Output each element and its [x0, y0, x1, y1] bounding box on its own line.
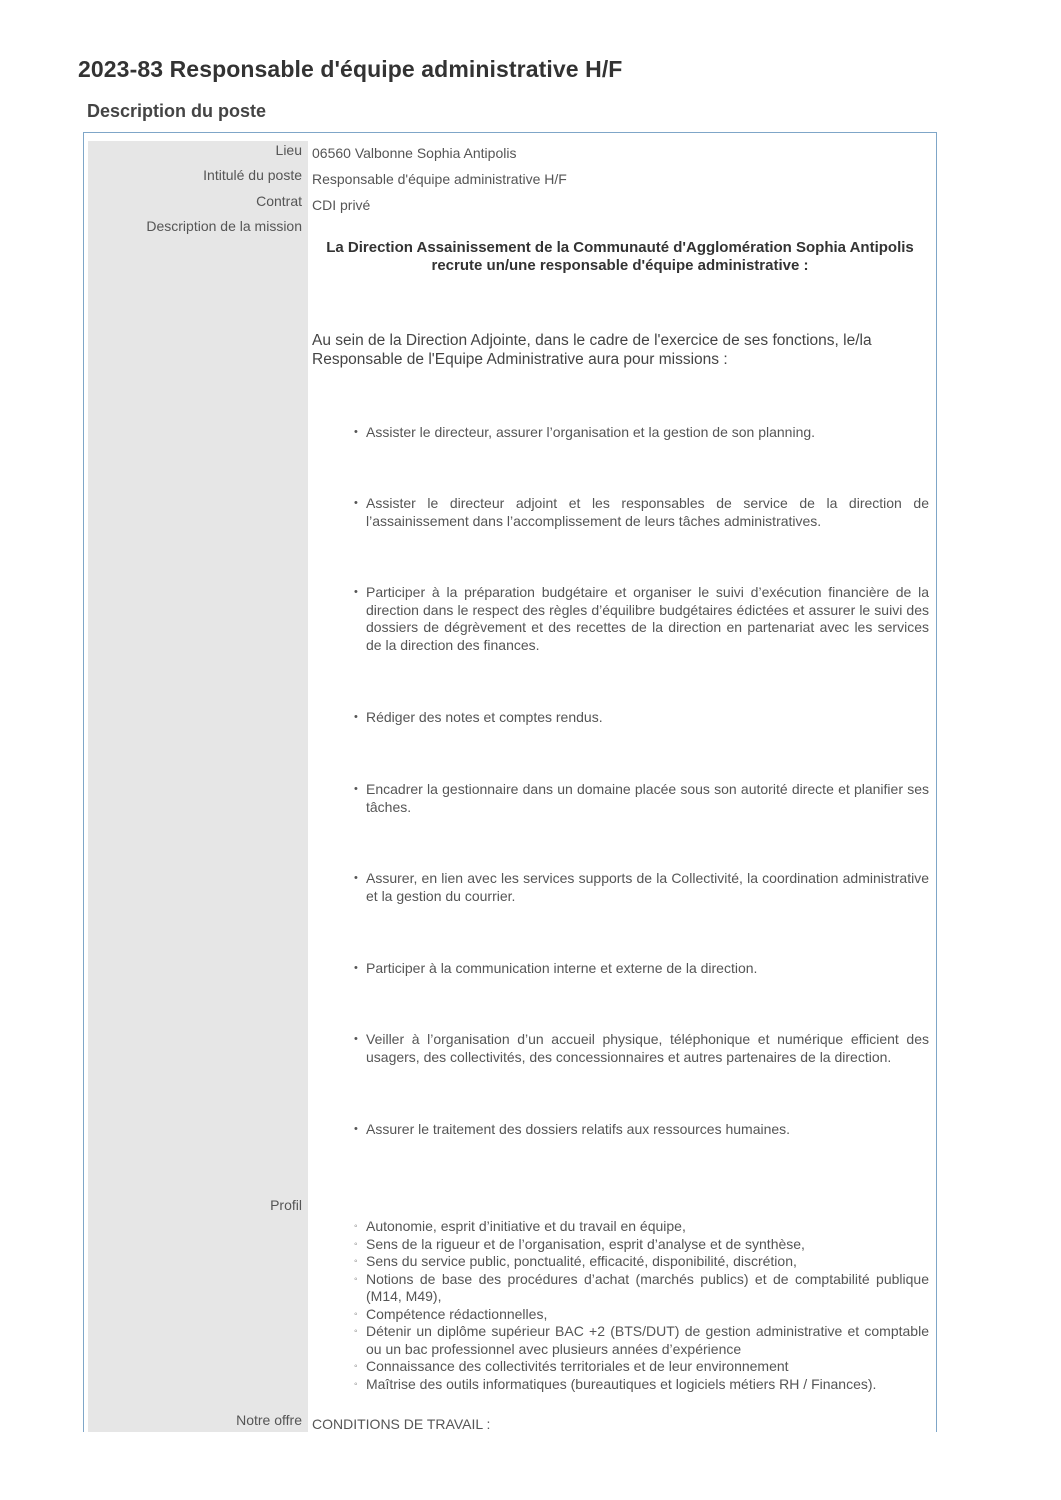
label-intitule: Intitulé du poste: [203, 167, 302, 183]
list-item: [354, 1305, 929, 1324]
bullet-icon: •: [354, 426, 358, 438]
profile-item-text: Notions de base des procédures d’achat (marchés publics) et de comptabilité publique (M14, M49),: [366, 1270, 929, 1304]
list-item: [354, 1235, 929, 1254]
value-offre: CONDITIONS DE TRAVAIL :: [312, 1416, 491, 1432]
list-item: [354, 1253, 929, 1271]
mission-item-text: Assurer, en lien avec les services supports de la Collectivité, la coordination administrative et la gestion du courrier.: [366, 870, 929, 904]
list-item: [354, 1375, 929, 1394]
circle-bullet-icon: ◦: [354, 1256, 358, 1267]
mission-item: [354, 424, 929, 442]
mission-item-text: Participer à la communication interne et externe de la direction.: [366, 960, 758, 976]
profile-item-text: Sens de la rigueur et de l’organisation, esprit d’analyse et de synthèse,: [366, 1235, 805, 1252]
job-description-panel: [83, 132, 937, 1432]
mission-item: [354, 781, 929, 816]
mission-intro-paragraph: Au sein de la Direction Adjointe, dans le cadre de l'exercice de ses fonctions, le/la Responsable de l'Equipe Administrative aura pour missions :: [312, 332, 872, 368]
page-title: 2023-83 Responsable d'équipe administrative H/F: [78, 56, 623, 82]
mission-item-text: Assister le directeur adjoint et les responsables de service de la direction de l’assainissement dans l’accomplissement de leurs tâches administratives.: [366, 495, 929, 529]
bullet-icon: •: [354, 783, 358, 795]
label-offre: Notre offre: [236, 1412, 302, 1428]
mission-item: [354, 495, 929, 530]
list-item: [354, 1323, 929, 1358]
circle-bullet-icon: ◦: [354, 1221, 358, 1232]
circle-bullet-icon: ◦: [354, 1273, 358, 1285]
label-lieu: Lieu: [275, 142, 302, 158]
circle-bullet-icon: ◦: [354, 1378, 358, 1390]
label-contrat: Contrat: [256, 193, 302, 209]
mission-item: [354, 1121, 929, 1139]
circle-bullet-icon: ◦: [354, 1361, 358, 1372]
mission-item-text: Rédiger des notes et comptes rendus.: [366, 709, 603, 725]
circle-bullet-icon: ◦: [354, 1238, 358, 1250]
bullet-icon: •: [354, 1123, 358, 1135]
list-item: [354, 1218, 929, 1236]
bullet-icon: •: [354, 586, 358, 598]
profile-item-text: Détenir un diplôme supérieur BAC +2 (BTS/DUT) de gestion administrative et comptable ou un bac professionnel avec plusieurs années d’expérience: [366, 1323, 929, 1357]
profile-item-text: Connaissance des collectivités territoriales et de leur environnement: [366, 1358, 789, 1374]
mission-item: [354, 709, 929, 727]
circle-bullet-icon: ◦: [354, 1326, 358, 1337]
bullet-icon: •: [354, 497, 358, 509]
bullet-icon: •: [354, 962, 358, 974]
circle-bullet-icon: ◦: [354, 1308, 358, 1320]
section-title: Description du poste: [87, 101, 267, 121]
mission-item: [354, 960, 929, 978]
mission-item-text: Assurer le traitement des dossiers relatifs aux ressources humaines.: [366, 1121, 791, 1137]
profile-item-text: Compétence rédactionnelles,: [366, 1305, 548, 1322]
label-column: [88, 141, 308, 1432]
bullet-icon: •: [354, 711, 358, 723]
list-item: [354, 1358, 929, 1376]
profile-item-text: Autonomie, esprit d’initiative et du travail en équipe,: [366, 1218, 686, 1234]
label-profil: Profil: [270, 1197, 302, 1213]
value-intitule: Responsable d'équipe administrative H/F: [312, 171, 567, 187]
mission-item: [354, 584, 929, 654]
mission-item: [354, 1031, 929, 1066]
mission-item-text: Veiller à l’organisation d’un accueil physique, téléphonique et numérique efficient des usagers, des collectivités, des concessionnaires et autres partenaires de la direction.: [366, 1031, 929, 1065]
value-contrat: CDI privé: [312, 197, 371, 213]
mission-item: [354, 870, 929, 905]
profile-item-text: Sens du service public, ponctualité, efficacité, disponibilité, discrétion,: [366, 1253, 797, 1269]
label-mission: Description de la mission: [146, 218, 302, 234]
value-lieu: 06560 Valbonne Sophia Antipolis: [312, 145, 517, 161]
list-item: [354, 1270, 929, 1306]
bullet-icon: •: [354, 1033, 358, 1045]
mission-item-text: Assister le directeur, assurer l’organisation et la gestion de son planning.: [366, 424, 816, 440]
bullet-icon: •: [354, 872, 358, 884]
mission-intro-heading: La Direction Assainissement de la Communauté d'Agglomération Sophia Antipolis recrute un/une responsable d'équipe administrative :: [326, 239, 914, 274]
profile-item-text: Maîtrise des outils informatiques (bureautiques et logiciels métiers RH / Finances).: [366, 1375, 877, 1392]
mission-item-text: Participer à la préparation budgétaire et organiser le suivi d’exécution financière de la direction dans le respect des règles d’équilibre budgétaires édictées et assurer le suivi des dossiers de dégrèvement et des recettes de la direction en partenariat avec les services de la direction des finances.: [366, 584, 929, 653]
mission-item-text: Encadrer la gestionnaire dans un domaine placée sous son autorité directe et planifier ses tâches.: [366, 781, 929, 815]
profile-list: [354, 1218, 929, 1393]
